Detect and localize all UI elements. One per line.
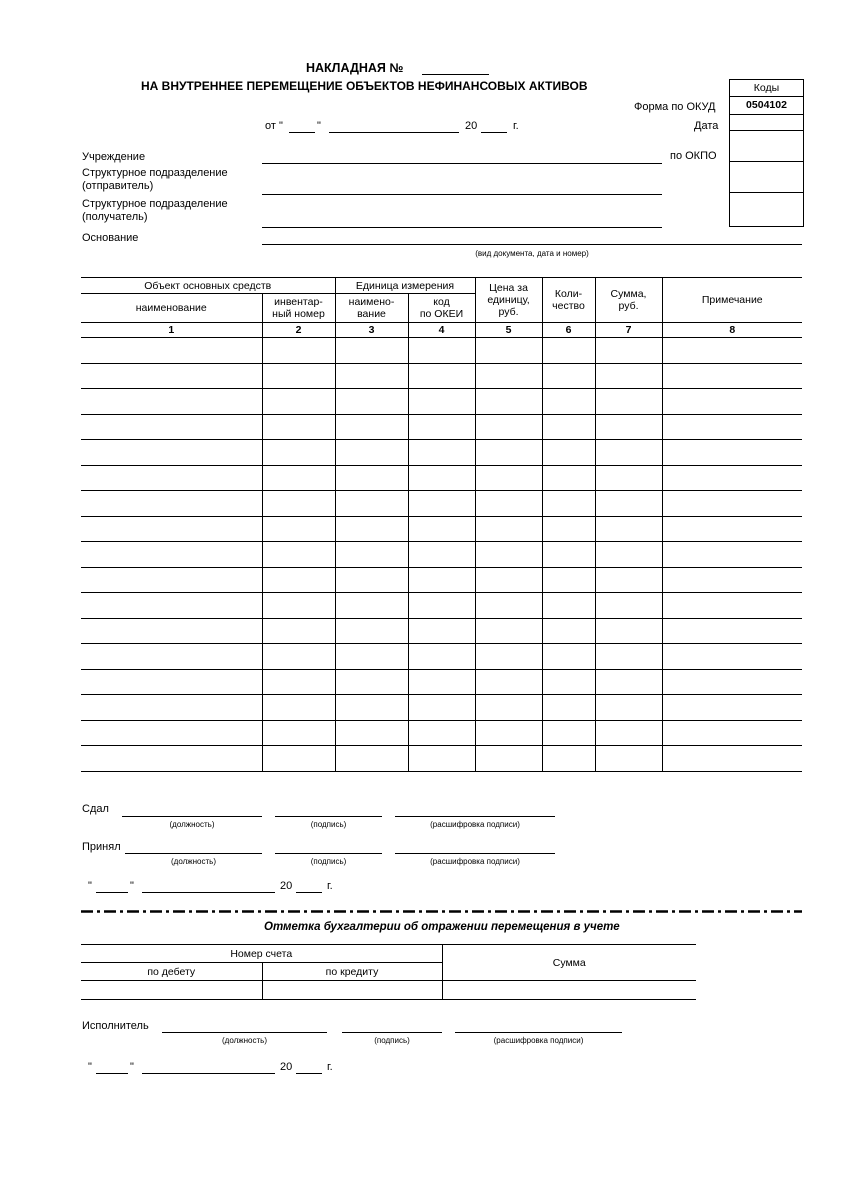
col-name-header: наименование: [81, 294, 262, 323]
col-inventory-header: инвентар- ный номер: [262, 294, 335, 323]
table-cell[interactable]: [475, 669, 542, 695]
table-cell[interactable]: [408, 338, 475, 364]
table-cell[interactable]: [262, 338, 335, 364]
sum-cell[interactable]: [442, 981, 696, 1000]
column-number: 6: [542, 323, 595, 338]
table-row: [81, 720, 802, 746]
table-cell[interactable]: [262, 618, 335, 644]
column-number: 3: [335, 323, 408, 338]
table-cell[interactable]: [262, 465, 335, 491]
sign-date-year-field[interactable]: [296, 892, 322, 893]
items-table: [81, 277, 802, 772]
table-cell[interactable]: [662, 389, 802, 415]
table-cell[interactable]: [262, 542, 335, 568]
account-number-header: Номер счета: [81, 945, 442, 963]
table-cell[interactable]: [542, 516, 595, 542]
table-cell[interactable]: [81, 720, 262, 746]
table-cell[interactable]: [475, 720, 542, 746]
col-sum-header: Сумма, руб.: [595, 278, 662, 323]
table-cell[interactable]: [595, 695, 662, 721]
table-cell[interactable]: [81, 389, 262, 415]
table-row: [81, 695, 802, 721]
table-row: [81, 516, 802, 542]
table-cell[interactable]: [595, 363, 662, 389]
received-decoding-caption: (расшифровка подписи): [430, 857, 520, 866]
table-cell[interactable]: [662, 618, 802, 644]
table-cell[interactable]: [262, 593, 335, 619]
executor-decoding-field[interactable]: [455, 1032, 622, 1033]
table-cell[interactable]: [262, 746, 335, 772]
table-cell[interactable]: [262, 516, 335, 542]
table-row: [81, 389, 802, 415]
table-cell[interactable]: [262, 720, 335, 746]
table-cell[interactable]: [81, 695, 262, 721]
table-row: [81, 746, 802, 772]
col-price-header: Цена за единицу, руб.: [475, 278, 542, 323]
handed-label: Сдал: [82, 803, 109, 815]
exec-date-day-field[interactable]: [96, 1073, 128, 1074]
table-cell[interactable]: [542, 338, 595, 364]
receiver-label-2: (получатель): [82, 211, 148, 223]
table-cell[interactable]: [542, 542, 595, 568]
table-cell[interactable]: [262, 389, 335, 415]
table-cell[interactable]: [542, 746, 595, 772]
date-year-suffix: г.: [513, 120, 519, 132]
cut-line: [81, 910, 802, 913]
table-cell[interactable]: [542, 644, 595, 670]
table-cell[interactable]: [408, 440, 475, 466]
table-cell[interactable]: [475, 593, 542, 619]
sign-date-quote-close: ": [130, 880, 134, 892]
table-cell[interactable]: [262, 669, 335, 695]
date-code-cell[interactable]: [730, 115, 803, 131]
received-position-caption: (должность): [171, 857, 216, 866]
col-note-header: Примечание: [662, 278, 802, 323]
table-cell[interactable]: [475, 644, 542, 670]
table-cell[interactable]: [475, 542, 542, 568]
date-year-field[interactable]: [481, 132, 507, 133]
received-label: Принял: [82, 841, 121, 853]
table-cell[interactable]: [595, 338, 662, 364]
exec-date-year-prefix: 20: [280, 1061, 293, 1073]
table-cell[interactable]: [662, 440, 802, 466]
table-cell[interactable]: [662, 338, 802, 364]
sign-date-quote-open: ": [88, 880, 92, 892]
table-cell[interactable]: [408, 414, 475, 440]
table-cell[interactable]: [595, 593, 662, 619]
table-cell[interactable]: [662, 491, 802, 517]
date-from-label: от ": [265, 120, 283, 132]
table-cell[interactable]: [475, 414, 542, 440]
table-cell[interactable]: [408, 389, 475, 415]
table-row: [81, 567, 802, 593]
table-cell[interactable]: [475, 363, 542, 389]
table-cell[interactable]: [595, 389, 662, 415]
table-cell[interactable]: [662, 516, 802, 542]
table-cell[interactable]: [335, 746, 408, 772]
column-number: 1: [81, 323, 262, 338]
table-row: [81, 414, 802, 440]
table-cell[interactable]: [262, 363, 335, 389]
table-cell[interactable]: [408, 542, 475, 568]
table-cell[interactable]: [335, 440, 408, 466]
col-okei-header: код по ОКЕИ: [408, 294, 475, 323]
table-cell[interactable]: [335, 720, 408, 746]
executor-position-caption: (должность): [222, 1036, 267, 1045]
sender-field[interactable]: [262, 194, 662, 195]
table-row: [81, 542, 802, 568]
document-subtitle: НА ВНУТРЕННЕЕ ПЕРЕМЕЩЕНИЕ ОБЪЕКТОВ НЕФИНАНСОВЫХ АКТИВОВ: [141, 79, 588, 93]
table-cell[interactable]: [408, 720, 475, 746]
executor-signature-field[interactable]: [342, 1032, 442, 1033]
group-object-header: Объект основных средств: [81, 278, 335, 294]
executor-decoding-caption: (расшифровка подписи): [493, 1036, 584, 1045]
codes-title: Коды: [730, 80, 803, 97]
exec-date-year-suffix: г.: [327, 1061, 333, 1073]
column-numbers-row: [81, 323, 802, 338]
table-cell[interactable]: [335, 491, 408, 517]
table-cell[interactable]: [408, 644, 475, 670]
table-row: [81, 669, 802, 695]
accounting-title: Отметка бухгалтерии об отражении перемещения в учете: [264, 921, 620, 933]
table-cell[interactable]: [542, 695, 595, 721]
sender-label-2: (отправитель): [82, 180, 154, 192]
table-cell[interactable]: [595, 720, 662, 746]
table-cell[interactable]: [335, 567, 408, 593]
accounting-table: [81, 944, 696, 1000]
table-cell[interactable]: [262, 567, 335, 593]
table-cell[interactable]: [335, 593, 408, 619]
table-cell[interactable]: [408, 695, 475, 721]
basis-field[interactable]: [262, 244, 802, 245]
table-cell[interactable]: [595, 414, 662, 440]
column-number: 4: [408, 323, 475, 338]
receiver-label-1: Структурное подразделение: [82, 198, 228, 210]
table-cell[interactable]: [408, 669, 475, 695]
col-qty-header: Коли- чество: [542, 278, 595, 323]
date-quote: ": [317, 120, 321, 132]
handed-signature-field[interactable]: [275, 816, 382, 817]
table-cell[interactable]: [662, 414, 802, 440]
table-cell[interactable]: [81, 542, 262, 568]
sign-date-day-field[interactable]: [96, 892, 128, 893]
table-cell[interactable]: [475, 338, 542, 364]
table-cell[interactable]: [408, 491, 475, 517]
okpo-code-cell[interactable]: [730, 131, 803, 162]
table-cell[interactable]: [475, 746, 542, 772]
table-cell[interactable]: [81, 465, 262, 491]
document-number-field[interactable]: [422, 74, 489, 75]
table-cell[interactable]: [81, 746, 262, 772]
table-cell[interactable]: [475, 516, 542, 542]
table-cell[interactable]: [335, 338, 408, 364]
table-cell[interactable]: [595, 491, 662, 517]
table-cell[interactable]: [475, 440, 542, 466]
table-cell[interactable]: [81, 618, 262, 644]
table-cell[interactable]: [662, 465, 802, 491]
table-cell[interactable]: [542, 593, 595, 619]
table-cell[interactable]: [542, 491, 595, 517]
table-cell[interactable]: [662, 669, 802, 695]
table-cell[interactable]: [475, 695, 542, 721]
sign-date-year-prefix: 20: [280, 880, 293, 892]
exec-date-year-field[interactable]: [296, 1073, 322, 1074]
table-cell[interactable]: [542, 414, 595, 440]
table-cell[interactable]: [595, 465, 662, 491]
table-cell[interactable]: [81, 567, 262, 593]
table-cell[interactable]: [542, 669, 595, 695]
date-month-field[interactable]: [329, 132, 459, 133]
exec-date-month-field[interactable]: [142, 1073, 275, 1074]
table-row: [81, 440, 802, 466]
table-cell[interactable]: [335, 389, 408, 415]
sum-header: Сумма: [442, 945, 696, 981]
table-cell[interactable]: [542, 363, 595, 389]
table-cell[interactable]: [408, 465, 475, 491]
table-cell[interactable]: [335, 465, 408, 491]
table-cell[interactable]: [408, 516, 475, 542]
table-cell[interactable]: [408, 618, 475, 644]
column-number: 7: [595, 323, 662, 338]
debit-header: по дебету: [81, 963, 262, 981]
table-cell[interactable]: [262, 414, 335, 440]
table-cell[interactable]: [81, 363, 262, 389]
table-cell[interactable]: [542, 389, 595, 415]
table-cell[interactable]: [542, 440, 595, 466]
table-cell[interactable]: [262, 440, 335, 466]
table-cell[interactable]: [595, 644, 662, 670]
handed-position-field[interactable]: [122, 816, 262, 817]
executor-signature-caption: (подпись): [374, 1036, 410, 1045]
handed-decoding-caption: (расшифровка подписи): [430, 820, 520, 829]
table-cell[interactable]: [542, 567, 595, 593]
table-cell[interactable]: [542, 465, 595, 491]
debit-cell[interactable]: [81, 981, 262, 1000]
table-row: [81, 363, 802, 389]
table-cell[interactable]: [335, 644, 408, 670]
table-cell[interactable]: [335, 414, 408, 440]
table-cell[interactable]: [81, 338, 262, 364]
credit-cell[interactable]: [262, 981, 442, 1000]
table-cell[interactable]: [662, 567, 802, 593]
table-cell[interactable]: [81, 414, 262, 440]
basis-caption: (вид документа, дата и номер): [475, 249, 589, 258]
table-cell[interactable]: [408, 567, 475, 593]
table-cell[interactable]: [335, 618, 408, 644]
table-row: [81, 491, 802, 517]
table-cell[interactable]: [81, 516, 262, 542]
table-cell[interactable]: [475, 491, 542, 517]
group-unit-header: Единица измерения: [335, 278, 475, 294]
table-cell[interactable]: [408, 363, 475, 389]
table-cell[interactable]: [595, 567, 662, 593]
table-cell[interactable]: [662, 363, 802, 389]
table-cell[interactable]: [595, 516, 662, 542]
table-cell[interactable]: [81, 440, 262, 466]
table-cell[interactable]: [262, 644, 335, 670]
table-row: [81, 593, 802, 619]
table-cell[interactable]: [542, 720, 595, 746]
table-cell[interactable]: [662, 593, 802, 619]
table-cell[interactable]: [408, 593, 475, 619]
table-cell[interactable]: [595, 669, 662, 695]
table-cell[interactable]: [595, 618, 662, 644]
executor-label: Исполнитель: [82, 1020, 149, 1032]
receiver-field[interactable]: [262, 227, 662, 228]
table-cell[interactable]: [662, 695, 802, 721]
table-cell[interactable]: [595, 746, 662, 772]
table-cell[interactable]: [475, 389, 542, 415]
receiver-code-cell[interactable]: [730, 193, 803, 226]
table-cell[interactable]: [262, 491, 335, 517]
table-cell[interactable]: [595, 542, 662, 568]
institution-label: Учреждение: [82, 151, 146, 163]
table-cell[interactable]: [335, 542, 408, 568]
handed-position-caption: (должность): [169, 820, 215, 829]
handed-signature-caption: (подпись): [310, 820, 347, 829]
codes-box: [729, 79, 804, 227]
sender-label-1: Структурное подразделение: [82, 167, 228, 179]
table-cell[interactable]: [81, 491, 262, 517]
received-signature-field[interactable]: [275, 853, 382, 854]
exec-date-quote-close: ": [130, 1061, 134, 1073]
table-cell[interactable]: [542, 618, 595, 644]
sign-date-year-suffix: г.: [327, 880, 333, 892]
sign-date-month-field[interactable]: [142, 892, 275, 893]
basis-label: Основание: [82, 232, 139, 244]
exec-date-quote-open: ": [88, 1061, 92, 1073]
table-row: [81, 618, 802, 644]
table-cell[interactable]: [81, 644, 262, 670]
table-cell[interactable]: [335, 669, 408, 695]
table-cell[interactable]: [262, 695, 335, 721]
okpo-label: по ОКПО: [670, 150, 717, 162]
okud-label: Форма по ОКУД: [634, 101, 716, 113]
date-year-prefix: 20: [465, 120, 478, 132]
institution-field[interactable]: [262, 163, 662, 164]
column-number: 8: [662, 323, 802, 338]
table-cell[interactable]: [475, 465, 542, 491]
received-signature-caption: (подпись): [310, 857, 347, 866]
table-cell[interactable]: [335, 363, 408, 389]
document-title: НАКЛАДНАЯ №: [306, 61, 404, 75]
table-cell[interactable]: [335, 695, 408, 721]
table-cell[interactable]: [408, 746, 475, 772]
received-decoding-field[interactable]: [395, 853, 555, 854]
col-unit-name-header: наимено- вание: [335, 294, 408, 323]
table-cell[interactable]: [662, 720, 802, 746]
executor-position-field[interactable]: [162, 1032, 327, 1033]
sender-code-cell[interactable]: [730, 162, 803, 193]
table-cell[interactable]: [475, 567, 542, 593]
column-number: 5: [475, 323, 542, 338]
table-row: [81, 465, 802, 491]
table-cell[interactable]: [595, 440, 662, 466]
table-cell[interactable]: [335, 516, 408, 542]
received-position-field[interactable]: [125, 853, 262, 854]
column-number: 2: [262, 323, 335, 338]
credit-header: по кредиту: [262, 963, 442, 981]
okud-code: 0504102: [730, 97, 803, 115]
table-row: [81, 644, 802, 670]
table-row: [81, 338, 802, 364]
handed-decoding-field[interactable]: [395, 816, 555, 817]
table-cell[interactable]: [81, 669, 262, 695]
table-cell[interactable]: [81, 593, 262, 619]
table-cell[interactable]: [475, 618, 542, 644]
table-cell[interactable]: [662, 746, 802, 772]
table-cell[interactable]: [662, 644, 802, 670]
date-label: Дата: [694, 120, 719, 132]
table-cell[interactable]: [662, 542, 802, 568]
date-day-field[interactable]: [289, 132, 315, 133]
